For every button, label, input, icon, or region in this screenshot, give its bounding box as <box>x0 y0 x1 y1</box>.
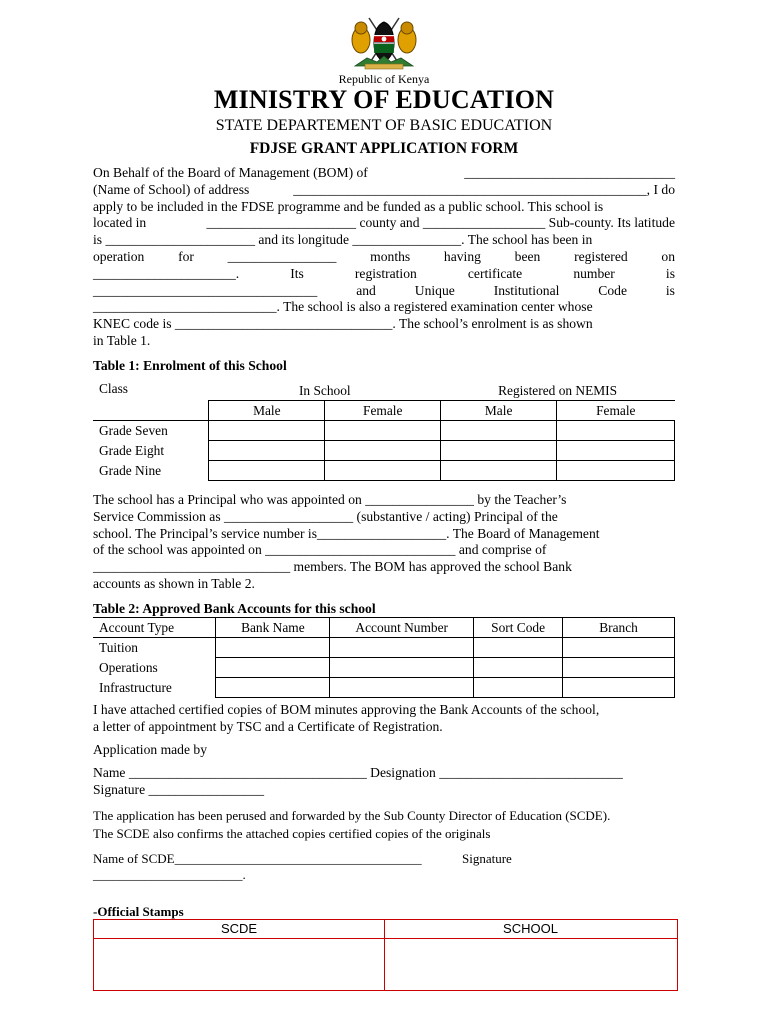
intro-line: in Table 1. <box>93 332 151 348</box>
grade-label: Grade Nine <box>99 462 162 478</box>
account-type-label: Operations <box>99 659 158 675</box>
intro-line <box>93 283 675 300</box>
scde-forward-text: The application has been perused and forwarded by the Sub County Director of Education (SCDE). <box>93 808 611 823</box>
intro-text: (Name of School) of address <box>93 181 250 197</box>
table-cell[interactable] <box>330 678 474 698</box>
header-sort-code: Sort Code <box>474 618 563 638</box>
intro-word: and <box>356 282 376 298</box>
intro-word: is <box>665 265 675 281</box>
table-cell[interactable] <box>216 638 330 658</box>
table-cell[interactable] <box>557 441 675 461</box>
principal-line: The school has a Principal who was appointed on ________________ by the Teacher’s <box>93 492 567 507</box>
principal-line: school. The Principal’s service number is___________________. The Board of Management <box>93 525 600 541</box>
table-cell[interactable] <box>216 658 330 678</box>
table-cell[interactable] <box>563 658 675 678</box>
header-branch: Branch <box>563 618 675 638</box>
intro-word: Unique <box>414 282 455 298</box>
months-blank: ________________ <box>227 248 337 264</box>
table-cell[interactable] <box>209 421 325 441</box>
kenya-coat-of-arms-icon <box>347 14 421 72</box>
registration-date-blank: _____________________. <box>93 265 240 281</box>
intro-line: KNEC code is ________________________________. The school’s enrolment is as shown <box>93 316 593 332</box>
official-stamps-box <box>93 919 678 991</box>
attachments-line: a letter of appointment by TSC and a Certificate of Registration. <box>93 718 443 734</box>
table-cell[interactable] <box>209 441 325 461</box>
intro-line <box>93 249 675 266</box>
table-cell[interactable] <box>325 441 441 461</box>
table-cell[interactable] <box>209 461 325 481</box>
certificate-number-blank: _________________________________ <box>93 282 318 298</box>
intro-word: having <box>443 248 481 264</box>
table-row <box>93 638 675 658</box>
principal-line: Service Commission as ___________________ (substantive / acting) Principal of the <box>93 508 558 524</box>
intro-text: located in <box>93 215 147 231</box>
table-cell[interactable] <box>441 421 557 441</box>
table-cell[interactable] <box>474 638 563 658</box>
intro-word: Institutional <box>493 282 560 298</box>
table-cell[interactable] <box>557 421 675 441</box>
header-account-number: Account Number <box>330 618 474 638</box>
intro-paragraph <box>93 165 675 350</box>
ministry-title: MINISTRY OF EDUCATION <box>213 85 555 114</box>
intro-word: months <box>370 248 411 264</box>
header-nemis: Registered on NEMIS <box>498 382 618 398</box>
grade-label: Grade Eight <box>99 442 165 458</box>
school-name-blank: _______________________________ <box>464 165 675 180</box>
attachments-line: I have attached certified copies of BOM minutes approving the Bank Accounts of the school, <box>93 702 600 717</box>
official-stamps-title: -Official Stamps <box>93 904 184 919</box>
principal-line: of the school was appointed on ____________________________ and comprise of <box>93 542 547 558</box>
table-row <box>93 421 675 441</box>
scde-signature-label: Signature <box>462 851 512 866</box>
intro-word: number <box>573 265 615 281</box>
intro-word: been <box>514 248 541 264</box>
table-cell[interactable] <box>563 638 675 658</box>
header-female: Female <box>557 401 675 421</box>
intro-word: registration <box>354 265 417 281</box>
table-cell[interactable] <box>325 421 441 441</box>
county-blank: ______________________ county and __________________ Sub-county. Its latitude <box>206 215 675 231</box>
stamp-header-school: SCHOOL <box>384 920 677 939</box>
form-title: FDJSE GRANT APPLICATION FORM <box>249 140 519 157</box>
table-header-row <box>93 381 675 401</box>
table-row <box>93 461 675 481</box>
header-male: Male <box>441 401 557 421</box>
stamp-header-scde: SCDE <box>94 920 384 939</box>
intro-line: apply to be included in the FDSE programme and be funded as a public school. This school is <box>93 198 604 214</box>
intro-line <box>93 182 675 199</box>
intro-line: is ______________________ and its longitude ________________. The school has been in <box>93 232 593 248</box>
header-bank-name: Bank Name <box>216 618 330 638</box>
intro-word: registered <box>574 248 628 264</box>
header-male: Male <box>209 401 325 421</box>
intro-word: on <box>661 248 675 264</box>
principal-line: accounts as shown in Table 2. <box>93 575 255 591</box>
table-cell[interactable] <box>216 678 330 698</box>
header-account-type: Account Type <box>93 618 216 638</box>
header-class: Class <box>99 381 129 396</box>
intro-line <box>93 215 675 232</box>
bank-accounts-table <box>93 617 675 698</box>
scde-signature-line[interactable]: _______________________. <box>93 867 246 882</box>
principal-paragraph <box>93 492 675 593</box>
name-designation-line[interactable]: Name ___________________________________ Designation ___________________________ <box>93 765 623 780</box>
table-cell[interactable] <box>441 441 557 461</box>
table-row <box>93 678 675 698</box>
intro-line <box>93 165 675 182</box>
table-cell[interactable] <box>557 461 675 481</box>
attachments-paragraph <box>93 702 675 736</box>
scde-name-line[interactable]: Name of SCDE______________________________________ <box>93 851 422 866</box>
table-cell[interactable] <box>330 658 474 678</box>
table-row <box>93 658 675 678</box>
table-row <box>93 441 675 461</box>
scde-confirm-text: The SCDE also confirms the attached copies certified copies of the originals <box>93 826 491 841</box>
account-type-label: Tuition <box>99 639 138 655</box>
table2-caption: Table 2: Approved Bank Accounts for this school <box>93 601 376 616</box>
table-cell[interactable] <box>330 638 474 658</box>
table-cell[interactable] <box>474 678 563 698</box>
header-female: Female <box>325 401 441 421</box>
address-blank: ____________________________________________________, I do <box>293 181 675 197</box>
state-department-title: STATE DEPARTEMENT OF BASIC EDUCATION <box>215 117 553 134</box>
intro-text: On Behalf of the Board of Management (BOM) of <box>93 165 368 180</box>
header-in-school: In School <box>298 382 351 398</box>
republic-of-kenya-label: Republic of Kenya <box>338 72 430 86</box>
intro-line <box>93 266 675 283</box>
intro-word: is <box>665 282 675 298</box>
intro-word: Its <box>290 265 304 281</box>
table-cell[interactable] <box>441 461 557 481</box>
table-cell[interactable] <box>325 461 441 481</box>
intro-word: Code <box>598 282 627 298</box>
table-header-row <box>93 618 675 638</box>
principal-line: _____________________________ members. The BOM has approved the school Bank <box>93 559 572 575</box>
intro-word: operation <box>93 248 145 264</box>
intro-word: certificate <box>467 265 523 281</box>
intro-line: ___________________________. The school is also a registered examination center whose <box>93 299 593 315</box>
enrolment-table <box>93 381 675 481</box>
applicant-signature-line[interactable]: Signature _________________ <box>93 782 265 797</box>
table1-caption: Table 1: Enrolment of this School <box>93 358 287 373</box>
grade-label: Grade Seven <box>93 421 209 441</box>
table-cell[interactable] <box>474 658 563 678</box>
table-cell[interactable] <box>563 678 675 698</box>
stamp-divider <box>384 920 385 991</box>
intro-word: for <box>178 248 194 264</box>
account-type-label: Infrastructure <box>99 679 172 695</box>
application-made-by-label: Application made by <box>93 742 208 757</box>
